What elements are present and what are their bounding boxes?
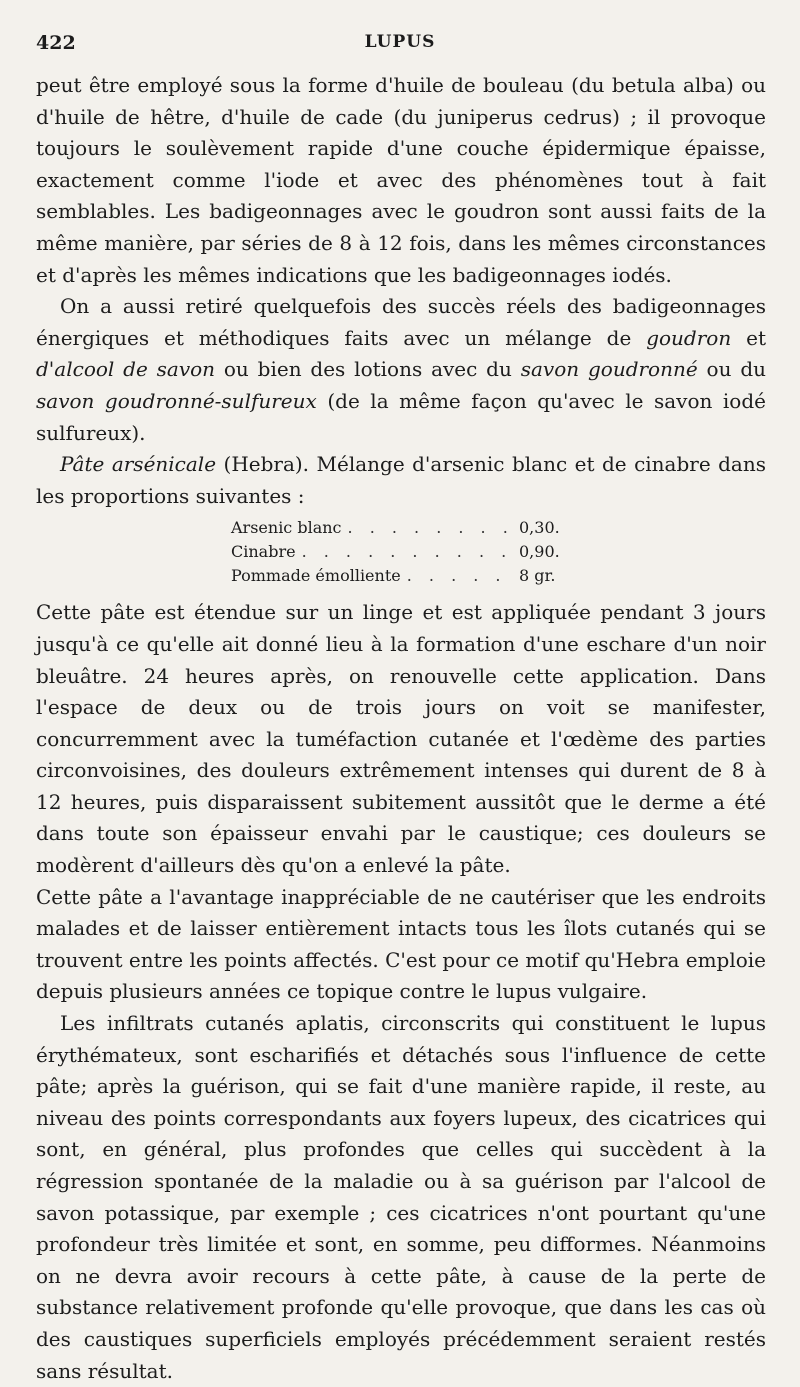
running-title: LUPUS [364, 32, 436, 52]
text-run: Les infiltrats cutanés aplatis, circonscrits qui constituent le lupus érythémateux, sont escharifiés et détachés sous l'influence de cette pâte; après la guérison, qui se fait d'une manière rapide, il reste, au niveau des points correspondants aux foyers lupeux, des cicatrices qui sont, en général, plus profondes que celles qui succèdent à la régression spontanée de la maladie ou à sa guérison par l'alcool de savon potassique, par exemple ; ces cicatrices n'ont pourtant qu'une profondeur très limitée et sont, en somme, peu difformes. Néanmoins on ne devra avoir recours à cette pâte, à cause de la perte de substance relativement profonde qu'elle provoque, que dans les cas où des caustiques superficiels employés précédemment seraient restés sans résultat. [36, 1011, 766, 1383]
paragraph [36, 1008, 766, 1387]
paragraph [36, 597, 766, 881]
italic-term: goudron [646, 325, 732, 350]
body-text [36, 70, 766, 1387]
paragraph [36, 449, 766, 512]
text-run: et [731, 325, 766, 350]
ingredient-name: Cinabre [231, 542, 296, 562]
ingredient-quantity: 0,30. [519, 518, 560, 538]
dot-leader [407, 564, 513, 588]
text-run: (de la même façon qu'avec le savon iodé sulfureux). [36, 388, 766, 445]
recipe-row [231, 540, 571, 564]
italic-term: savon goudronné [520, 357, 698, 382]
ingredient-name: Pommade émolliente [231, 566, 401, 586]
paragraphs-after-recipe [36, 597, 766, 1387]
text-run: ou du [697, 357, 766, 382]
ingredient-quantity: 8 gr. [519, 566, 556, 586]
recipe-row [231, 516, 571, 540]
dot-leader [348, 516, 513, 540]
text-run: Cette pâte a l'avantage inappréciable de ne cautériser que les endroits malades et de laisser entièrement intacts tous les îlots cutanés qui se trouvent entre les points affectés. C'est pour ce motif qu'Hebra emploie depuis plusieurs années ce topique contre le lupus vulgaire. [36, 884, 766, 1004]
recipe-row [231, 564, 571, 588]
text-run: Cette pâte est étendue sur un linge et est appliquée pendant 3 jours jusqu'à ce qu'elle ait donné lieu à la formation d'une eschare d'un noir bleuâtre. 24 heures après, on renouvelle cette application. Dans l'espace de deux ou de trois jours on voit se manifester, concurremment avec la tuméfaction cutanée et l'œdème des parties circonvoisines, des douleurs extrêmement intenses qui durent de 8 à 12 heures, puis disparaissent subitement aussitôt que le derme a été dans toute son épaisseur envahi par le caustique; ces douleurs se modèrent d'ailleurs dès qu'on a enlevé la pâte. [36, 600, 766, 878]
dot-leader [302, 540, 513, 564]
ingredient-name: Arsenic blanc [231, 518, 342, 538]
text-run: (Hebra). Mélange d'arsenic blanc et de cinabre dans les proportions suivantes : [36, 452, 767, 508]
recipe-table [231, 516, 571, 588]
text-run: On a aussi retiré quelquefois des succès réels des badigeonnages énergiques et méthodiques faits avec un mélange de [36, 294, 766, 350]
italic-term: savon goudronné-sulfureux [36, 388, 317, 413]
page-number: 422 [36, 32, 76, 54]
italic-term: d'alcool de savon [36, 357, 216, 382]
text-run: peut être employé sous la forme d'huile de bouleau (du betula alba) ou d'huile de hêtre, d'huile de cade (du juniperus cedrus) ; il provoque toujours le soulèvement rapide d'une couche épidermique épaisse, exactement comme l'iode et avec des phénomènes tout à fait semblables. Les badigeonnages avec le goudron sont aussi faits de la même manière, par séries de 8 à 12 fois, dans les mêmes circonstances et d'après les mêmes indications que les badigeonnages iodés. [36, 73, 766, 287]
page-header [36, 32, 764, 58]
paragraphs-before-recipe [36, 70, 766, 512]
italic-term: Pâte arsénicale [60, 452, 217, 477]
text-run: ou bien des lotions avec du [215, 357, 521, 382]
ingredient-quantity: 0,90. [519, 542, 560, 562]
paragraph [36, 291, 766, 449]
paragraph [36, 70, 766, 291]
paragraph [36, 882, 766, 1008]
